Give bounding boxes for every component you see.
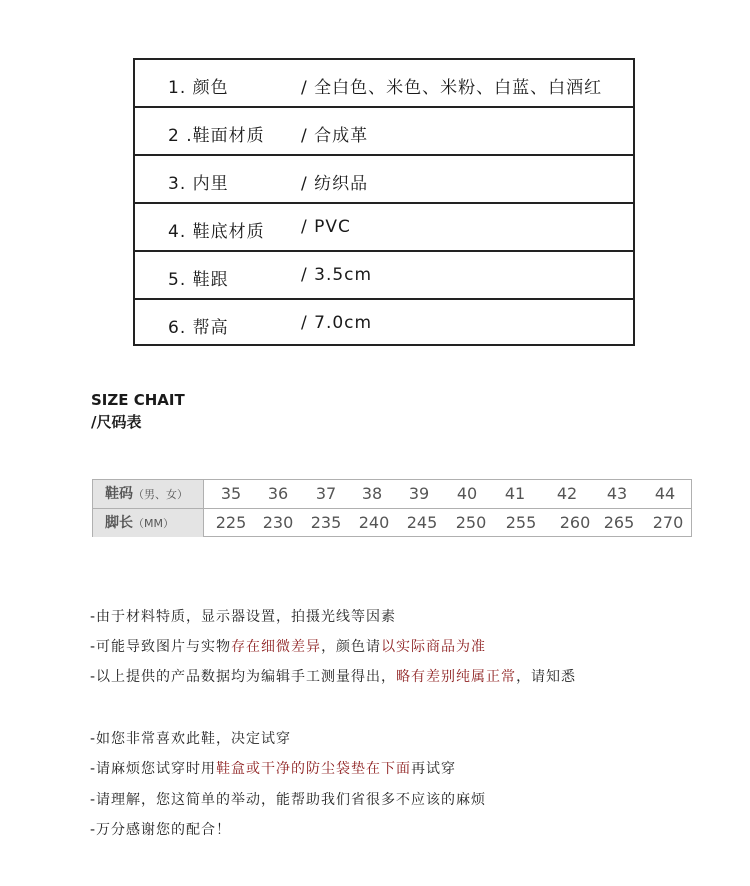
- spec-value: / 7.0cm: [301, 313, 373, 333]
- size-chart-subtitle: /尺码表: [91, 413, 142, 431]
- size-cell: 38: [361, 484, 383, 503]
- spec-label: 3. 内里: [168, 174, 229, 194]
- spec-row: [135, 156, 633, 204]
- spec-row: [135, 108, 633, 156]
- length-cell: 230: [262, 513, 294, 532]
- spec-value: / 全白色、米色、米粉、白蓝、白酒红: [301, 78, 603, 98]
- size-row-header: [93, 480, 204, 508]
- spec-row: [135, 252, 633, 300]
- size-cell: 43: [606, 484, 628, 503]
- size-cell: 35: [220, 484, 242, 503]
- note-text: -请麻烦您试穿时用: [90, 761, 217, 777]
- length-row: [93, 509, 691, 537]
- note-line: [90, 758, 456, 778]
- length-cell: 240: [358, 513, 390, 532]
- spec-label: 5. 鞋跟: [168, 270, 229, 290]
- size-cell: 44: [654, 484, 676, 503]
- note-text: -以上提供的产品数据均为编辑手工测量得出，: [90, 669, 397, 685]
- size-cell: 37: [315, 484, 337, 503]
- note-highlight: 略有差别纯属正常: [396, 669, 517, 685]
- length-cell: 255: [505, 513, 537, 532]
- size-row: [93, 480, 691, 509]
- spec-value: / PVC: [301, 217, 351, 237]
- note-text: 再试穿: [411, 761, 457, 777]
- size-cell: 42: [556, 484, 578, 503]
- size-cell: 40: [456, 484, 478, 503]
- size-cell: 39: [408, 484, 430, 503]
- spec-label: 4. 鞋底材质: [168, 222, 265, 242]
- size-cell: 41: [504, 484, 526, 503]
- spec-value: / 纺织品: [301, 174, 369, 194]
- size-cell: 36: [267, 484, 289, 503]
- note-line: -万分感谢您的配合！: [90, 822, 232, 838]
- note-line: -由于材料特质，显示器设置，拍摄光线等因素: [90, 609, 397, 625]
- spec-row: [135, 60, 633, 108]
- length-cell: 250: [455, 513, 487, 532]
- note-line: -请理解，您这简单的举动，能帮助我们省很多不应该的麻烦: [90, 792, 487, 808]
- note-line: -如您非常喜欢此鞋，决定试穿: [90, 731, 292, 747]
- spec-label: 6. 帮高: [168, 318, 229, 338]
- note-text: ，颜色请: [321, 639, 382, 655]
- length-row-header: [93, 509, 204, 537]
- note-text: ，请知悉: [516, 669, 577, 685]
- note-text: -可能导致图片与实物: [90, 639, 232, 655]
- length-cell: 225: [215, 513, 247, 532]
- spec-row: [135, 300, 633, 348]
- spec-row: [135, 204, 633, 252]
- spec-label: 1. 颜色: [168, 78, 229, 98]
- spec-value: / 3.5cm: [301, 265, 373, 285]
- spec-value: / 合成革: [301, 126, 369, 146]
- length-label: 脚长: [105, 515, 133, 531]
- size-label: 鞋码: [105, 486, 133, 502]
- note-highlight: 以实际商品为准: [381, 639, 487, 655]
- note-line: [90, 666, 576, 686]
- length-cell: 260: [559, 513, 591, 532]
- spec-label: 2 .鞋面材质: [168, 126, 265, 146]
- note-line: [90, 636, 486, 656]
- length-cell: 245: [406, 513, 438, 532]
- size-label-note: （男、女）: [133, 488, 188, 501]
- note-highlight: 存在细微差异: [231, 639, 322, 655]
- length-cell: 235: [310, 513, 342, 532]
- length-label-note: （MM）: [133, 517, 174, 530]
- size-table: [92, 479, 692, 537]
- note-highlight: 鞋盒或干净的防尘袋垫在下面: [216, 761, 412, 777]
- spec-table: [133, 58, 635, 346]
- length-cell: 265: [603, 513, 635, 532]
- size-chart-title: SIZE CHAIT: [91, 391, 185, 409]
- length-cell: 270: [652, 513, 684, 532]
